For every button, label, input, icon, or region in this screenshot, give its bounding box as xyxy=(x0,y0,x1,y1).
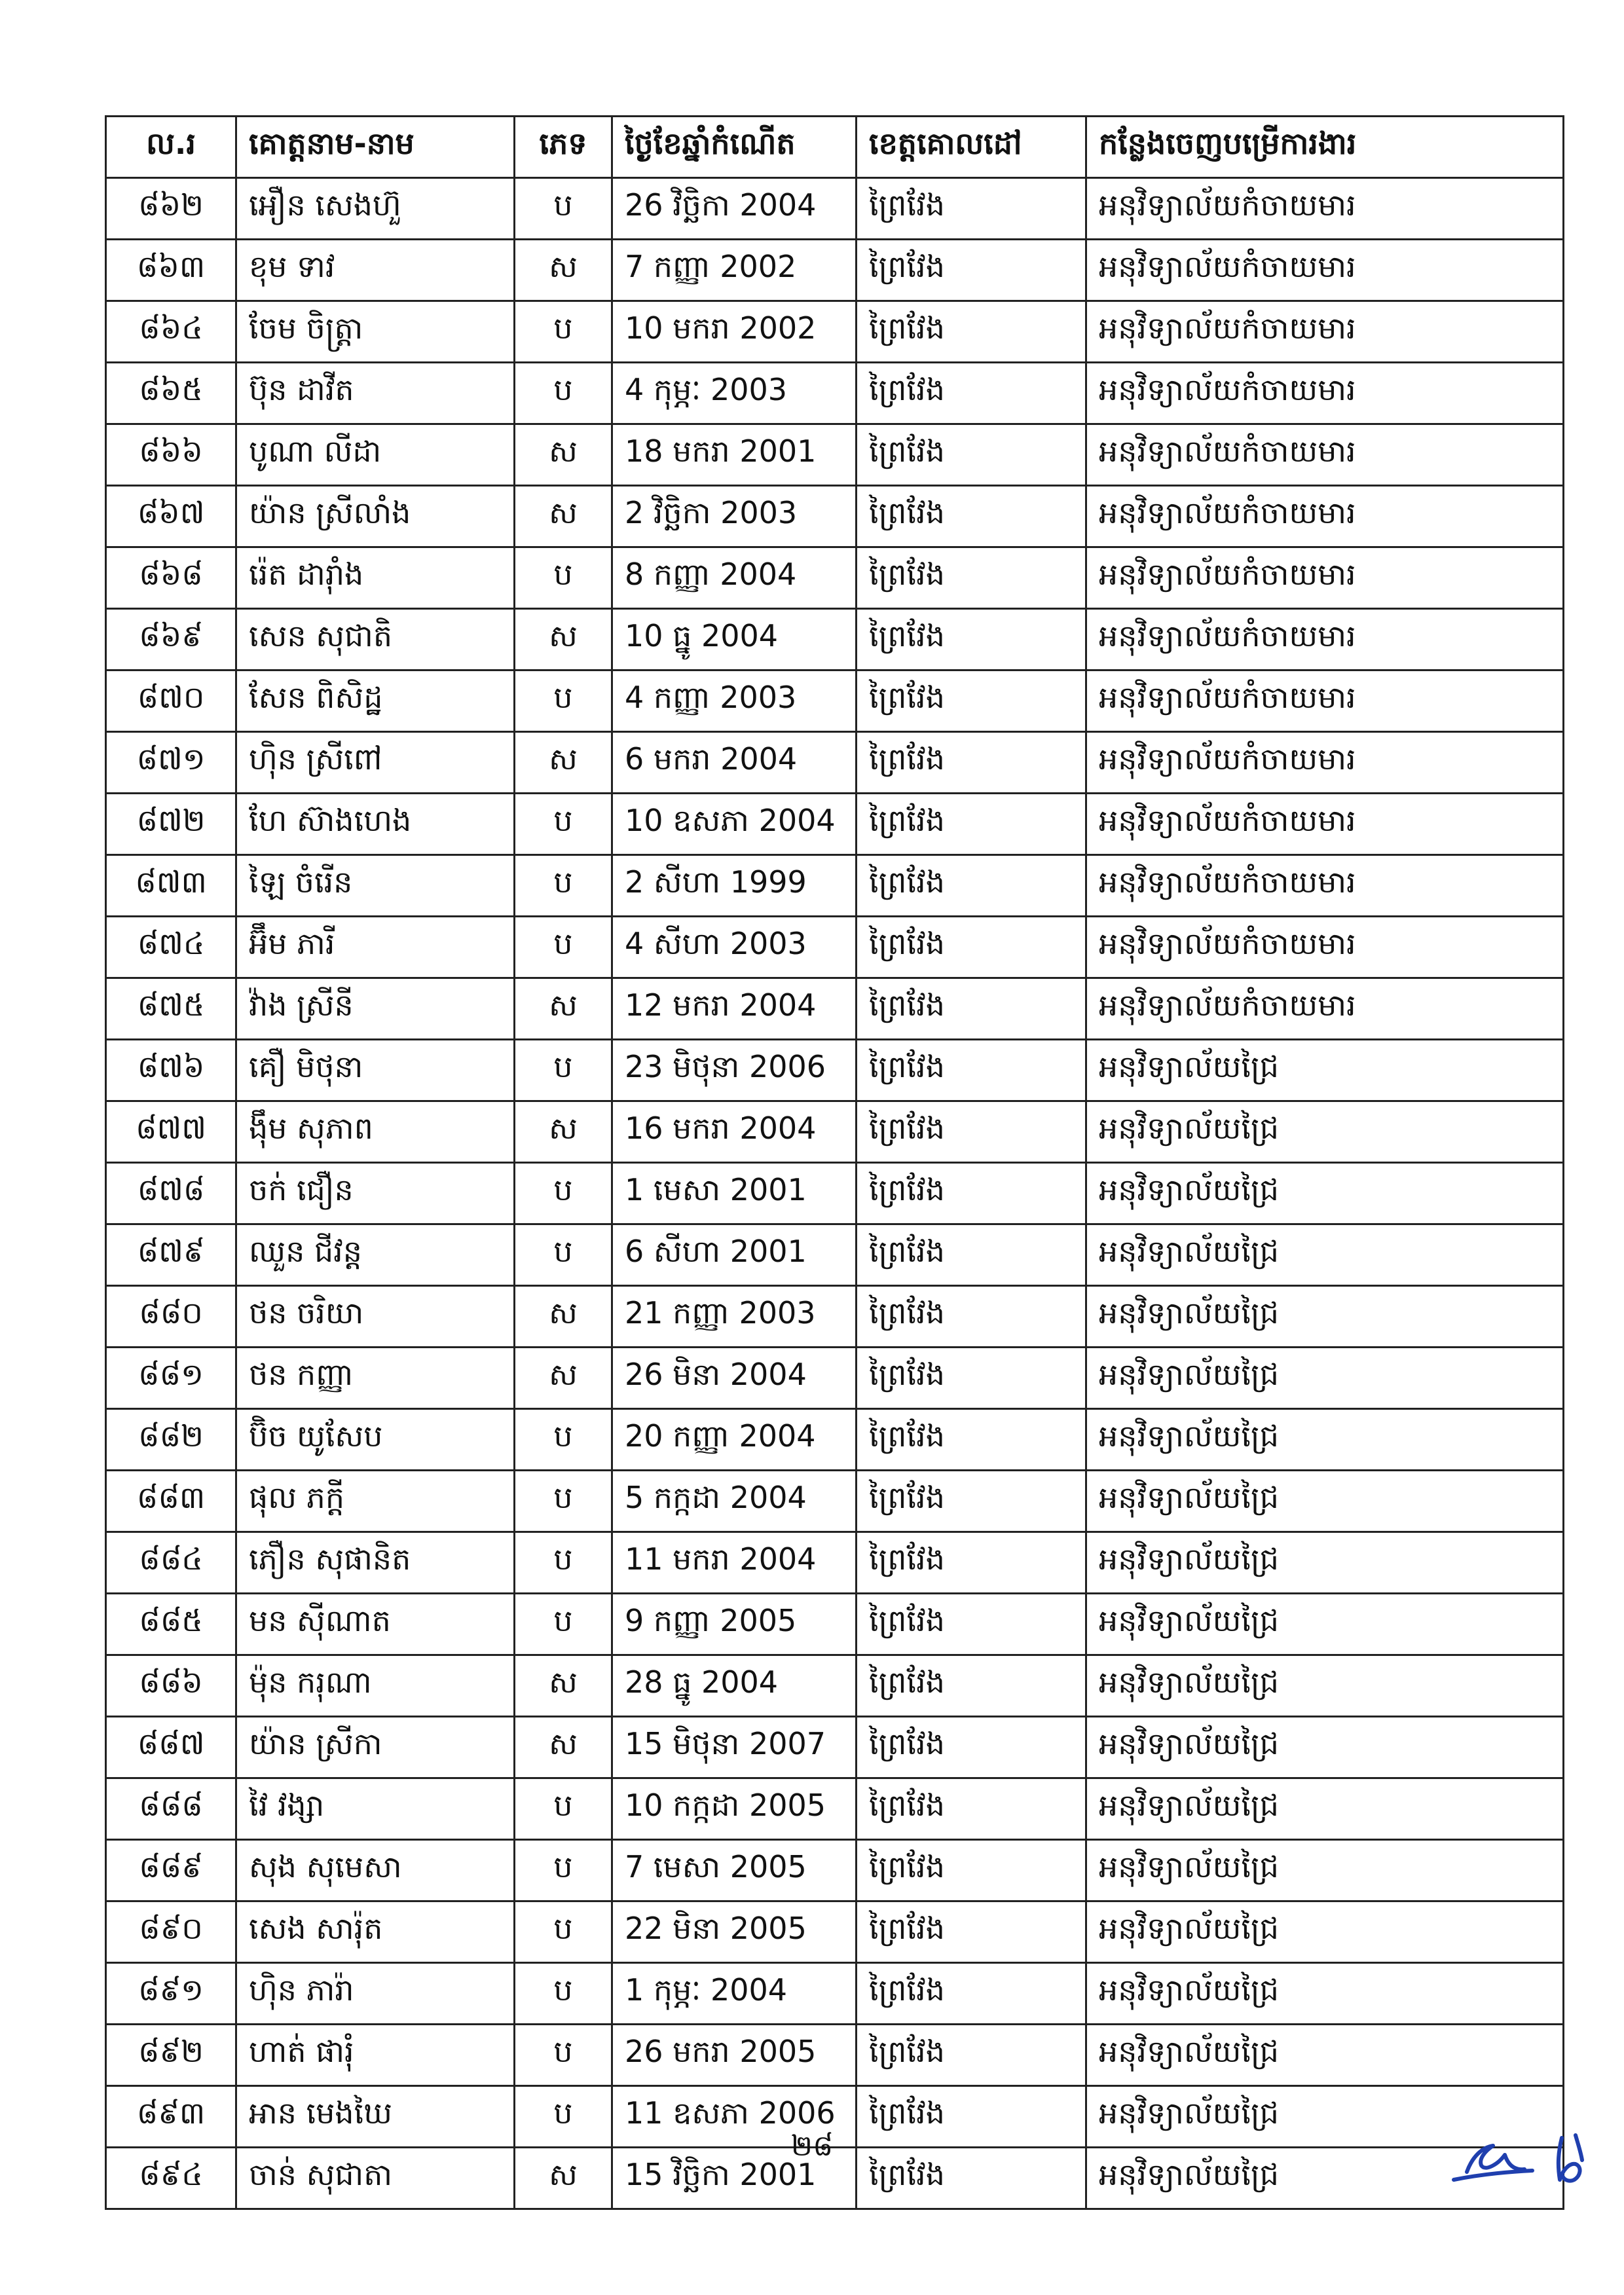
cell-birth-date: 18 មករា 2001 xyxy=(612,424,857,486)
table-row xyxy=(106,1224,1564,1286)
cell-name: ចក់ ជឿន xyxy=(236,1163,515,1224)
cell-name: ថន ចរិយា xyxy=(236,1286,515,1348)
cell-workplace: អនុវិទ្យាល័យកំចាយមារ xyxy=(1086,670,1564,732)
cell-name: ប៊ិច យូសែប xyxy=(236,1409,515,1471)
cell-workplace: អនុវិទ្យាល័យកំចាយមារ xyxy=(1086,732,1564,794)
cell-workplace: អនុវិទ្យាល័យជ្រៃ xyxy=(1086,1901,1564,1963)
cell-sex: ស xyxy=(515,1655,612,1717)
cell-sex: ស xyxy=(515,1717,612,1778)
cell-workplace: អនុវិទ្យាល័យជ្រៃ xyxy=(1086,1163,1564,1224)
cell-workplace: អនុវិទ្យាល័យជ្រៃ xyxy=(1086,1778,1564,1840)
cell-number: ៨៦៩ xyxy=(106,609,236,670)
cell-sex: ស xyxy=(515,486,612,547)
cell-number: ៨៩០ xyxy=(106,1901,236,1963)
cell-province: ព្រៃវែង xyxy=(857,486,1086,547)
cell-birth-date: 10 មករា 2002 xyxy=(612,301,857,363)
table-row xyxy=(106,917,1564,978)
cell-birth-date: 6 សីហា 2001 xyxy=(612,1224,857,1286)
cell-sex: ប xyxy=(515,1532,612,1594)
cell-sex: ប xyxy=(515,2086,612,2148)
cell-name: ហាត់ ផារុំ xyxy=(236,2025,515,2086)
cell-number: ៨៨៦ xyxy=(106,1655,236,1717)
cell-sex: ប xyxy=(515,1471,612,1532)
cell-sex: ប xyxy=(515,1594,612,1655)
cell-workplace: អនុវិទ្យាល័យជ្រៃ xyxy=(1086,2086,1564,2148)
table-header-row xyxy=(106,117,1564,178)
cell-workplace: អនុវិទ្យាល័យកំចាយមារ xyxy=(1086,794,1564,855)
cell-province: ព្រៃវែង xyxy=(857,547,1086,609)
cell-birth-date: 4 សីហា 2003 xyxy=(612,917,857,978)
cell-name: ហ៊ិន ស្រីពៅ xyxy=(236,732,515,794)
cell-workplace: អនុវិទ្យាល័យជ្រៃ xyxy=(1086,1471,1564,1532)
table-row xyxy=(106,1286,1564,1348)
cell-workplace: អនុវិទ្យាល័យកំចាយមារ xyxy=(1086,486,1564,547)
cell-workplace: អនុវិទ្យាល័យជ្រៃ xyxy=(1086,1409,1564,1471)
cell-number: ៨៩៣ xyxy=(106,2086,236,2148)
cell-province: ព្រៃវែង xyxy=(857,301,1086,363)
cell-workplace: អនុវិទ្យាល័យកំចាយមារ xyxy=(1086,855,1564,917)
cell-province: ព្រៃវែង xyxy=(857,1717,1086,1778)
cell-number: ៨៧៤ xyxy=(106,917,236,978)
header-target-province: ខេត្តគោលដៅ xyxy=(857,117,1086,178)
cell-number: ៨៨១ xyxy=(106,1348,236,1409)
table-row xyxy=(106,1655,1564,1717)
cell-name: មន ស៊ីណាត xyxy=(236,1594,515,1655)
cell-birth-date: 9 កញ្ញា 2005 xyxy=(612,1594,857,1655)
table-row xyxy=(106,1963,1564,2025)
header-workplace: កន្លែងចេញបម្រើការងារ xyxy=(1086,117,1564,178)
cell-province: ព្រៃវែង xyxy=(857,1409,1086,1471)
table-row xyxy=(106,732,1564,794)
header-number: ល.រ xyxy=(106,117,236,178)
cell-birth-date: 23 មិថុនា 2006 xyxy=(612,1040,857,1101)
cell-name: ហែ ស៊ាងហេង xyxy=(236,794,515,855)
cell-birth-date: 10 កក្កដា 2005 xyxy=(612,1778,857,1840)
cell-sex: ប xyxy=(515,855,612,917)
cell-workplace: អនុវិទ្យាល័យកំចាយមារ xyxy=(1086,917,1564,978)
header-name: គោត្តនាម-នាម xyxy=(236,117,515,178)
cell-province: ព្រៃវែង xyxy=(857,1286,1086,1348)
cell-province: ព្រៃវែង xyxy=(857,1040,1086,1101)
cell-number: ៨៩១ xyxy=(106,1963,236,2025)
cell-sex: ប xyxy=(515,2025,612,2086)
cell-number: ៨៧៩ xyxy=(106,1224,236,1286)
cell-province: ព្រៃវែង xyxy=(857,1532,1086,1594)
cell-birth-date: 11 ឧសភា 2006 xyxy=(612,2086,857,2148)
cell-birth-date: 26 មិនា 2004 xyxy=(612,1348,857,1409)
cell-sex: ប xyxy=(515,1409,612,1471)
cell-name: វៃ វង្សា xyxy=(236,1778,515,1840)
cell-workplace: អនុវិទ្យាល័យកំចាយមារ xyxy=(1086,178,1564,240)
cell-number: ៨៦៦ xyxy=(106,424,236,486)
cell-name: ចែម ចិត្រ្តា xyxy=(236,301,515,363)
cell-number: ៨៨៧ xyxy=(106,1717,236,1778)
table-row xyxy=(106,1594,1564,1655)
cell-province: ព្រៃវែង xyxy=(857,240,1086,301)
cell-name: ម៉ុន ករុណា xyxy=(236,1655,515,1717)
cell-workplace: អនុវិទ្យាល័យកំចាយមារ xyxy=(1086,240,1564,301)
cell-sex: ស xyxy=(515,424,612,486)
cell-name: ឡៃ ចំរើន xyxy=(236,855,515,917)
cell-name: រ៉េត ដារ៉ាំង xyxy=(236,547,515,609)
cell-province: ព្រៃវែង xyxy=(857,1594,1086,1655)
cell-birth-date: 4 កុម្ភៈ 2003 xyxy=(612,363,857,424)
cell-workplace: អនុវិទ្យាល័យជ្រៃ xyxy=(1086,2148,1564,2209)
cell-number: ៨៨៣ xyxy=(106,1471,236,1532)
cell-name: គឿ មិថុនា xyxy=(236,1040,515,1101)
table-row xyxy=(106,1471,1564,1532)
cell-name: ភឿន សុផានិត xyxy=(236,1532,515,1594)
cell-name: អឿន សេងហ៊ួ xyxy=(236,178,515,240)
cell-sex: ប xyxy=(515,547,612,609)
cell-province: ព្រៃវែង xyxy=(857,609,1086,670)
cell-name: បូណា លីដា xyxy=(236,424,515,486)
table-row xyxy=(106,178,1564,240)
cell-workplace: អនុវិទ្យាល័យជ្រៃ xyxy=(1086,1224,1564,1286)
table-row xyxy=(106,240,1564,301)
cell-workplace: អនុវិទ្យាល័យកំចាយមារ xyxy=(1086,363,1564,424)
cell-name: ថន កញ្ញា xyxy=(236,1348,515,1409)
cell-number: ៨៧២ xyxy=(106,794,236,855)
cell-workplace: អនុវិទ្យាល័យជ្រៃ xyxy=(1086,2025,1564,2086)
cell-number: ៨៦៨ xyxy=(106,547,236,609)
table-row xyxy=(106,1532,1564,1594)
cell-province: ព្រៃវែង xyxy=(857,1348,1086,1409)
cell-birth-date: 28 ធ្នូ 2004 xyxy=(612,1655,857,1717)
cell-name: ផុល ភក្តី xyxy=(236,1471,515,1532)
cell-birth-date: 16 មករា 2004 xyxy=(612,1101,857,1163)
cell-sex: ប xyxy=(515,1040,612,1101)
cell-province: ព្រៃវែង xyxy=(857,794,1086,855)
cell-sex: ស xyxy=(515,978,612,1040)
cell-name: សុង សុមេសា xyxy=(236,1840,515,1901)
cell-province: ព្រៃវែង xyxy=(857,917,1086,978)
cell-name: ប៊ុន ដាវីត xyxy=(236,363,515,424)
cell-workplace: អនុវិទ្យាល័យជ្រៃ xyxy=(1086,1655,1564,1717)
cell-workplace: អនុវិទ្យាល័យជ្រៃ xyxy=(1086,1348,1564,1409)
cell-number: ៨៧៥ xyxy=(106,978,236,1040)
table-row xyxy=(106,978,1564,1040)
cell-birth-date: 4 កញ្ញា 2003 xyxy=(612,670,857,732)
cell-number: ៨៦៧ xyxy=(106,486,236,547)
cell-birth-date: 20 កញ្ញា 2004 xyxy=(612,1409,857,1471)
cell-number: ៨៨០ xyxy=(106,1286,236,1348)
cell-number: ៨៨២ xyxy=(106,1409,236,1471)
cell-name: ហ៊ិន ភារ៉ា xyxy=(236,1963,515,2025)
cell-province: ព្រៃវែង xyxy=(857,1224,1086,1286)
cell-number: ៨៧០ xyxy=(106,670,236,732)
cell-sex: ប xyxy=(515,1901,612,1963)
cell-sex: ស xyxy=(515,609,612,670)
cell-name: យ៉ាន ស្រីកា xyxy=(236,1717,515,1778)
table-row xyxy=(106,1409,1564,1471)
table-row xyxy=(106,547,1564,609)
cell-province: ព្រៃវែង xyxy=(857,178,1086,240)
cell-birth-date: 7 មេសា 2005 xyxy=(612,1840,857,1901)
table-row xyxy=(106,486,1564,547)
cell-number: ៨៦២ xyxy=(106,178,236,240)
header-birth-date: ថ្ងៃខែឆ្នាំកំណើត xyxy=(612,117,857,178)
cell-sex: ស xyxy=(515,1348,612,1409)
cell-workplace: អនុវិទ្យាល័យកំចាយមារ xyxy=(1086,609,1564,670)
cell-birth-date: 15 មិថុនា 2007 xyxy=(612,1717,857,1778)
cell-number: ៨៦៣ xyxy=(106,240,236,301)
cell-number: ៨៨៩ xyxy=(106,1840,236,1901)
cell-birth-date: 7 កញ្ញា 2002 xyxy=(612,240,857,301)
table-row xyxy=(106,1101,1564,1163)
cell-province: ព្រៃវែង xyxy=(857,670,1086,732)
cell-number: ៨៩៤ xyxy=(106,2148,236,2209)
table-row xyxy=(106,794,1564,855)
cell-sex: ប xyxy=(515,1840,612,1901)
cell-birth-date: 10 ឧសភា 2004 xyxy=(612,794,857,855)
cell-name: សេង សារ៉ុត xyxy=(236,1901,515,1963)
cell-number: ៨៨៤ xyxy=(106,1532,236,1594)
cell-number: ៨៨៨ xyxy=(106,1778,236,1840)
cell-birth-date: 26 វិច្ឆិកា 2004 xyxy=(612,178,857,240)
header-sex: ភេទ xyxy=(515,117,612,178)
cell-workplace: អនុវិទ្យាល័យជ្រៃ xyxy=(1086,1286,1564,1348)
table-row xyxy=(106,670,1564,732)
cell-province: ព្រៃវែង xyxy=(857,1778,1086,1840)
cell-province: ព្រៃវែង xyxy=(857,2025,1086,2086)
cell-province: ព្រៃវែង xyxy=(857,1901,1086,1963)
table-row xyxy=(106,424,1564,486)
cell-birth-date: 8 កញ្ញា 2004 xyxy=(612,547,857,609)
handwritten-initials-signature xyxy=(1447,2112,1604,2190)
cell-workplace: អនុវិទ្យាល័យកំចាយមារ xyxy=(1086,547,1564,609)
cell-sex: ស xyxy=(515,1101,612,1163)
table-row xyxy=(106,1348,1564,1409)
table-row xyxy=(106,363,1564,424)
cell-birth-date: 22 មិនា 2005 xyxy=(612,1901,857,1963)
cell-birth-date: 10 ធ្នូ 2004 xyxy=(612,609,857,670)
cell-workplace: អនុវិទ្យាល័យជ្រៃ xyxy=(1086,1717,1564,1778)
cell-sex: ប xyxy=(515,1963,612,2025)
table-row xyxy=(106,1778,1564,1840)
cell-name: ខុម ទាវ xyxy=(236,240,515,301)
table-body xyxy=(106,178,1564,2209)
cell-name: អាន មេងឃៃ xyxy=(236,2086,515,2148)
cell-province: ព្រៃវែង xyxy=(857,732,1086,794)
cell-province: ព្រៃវែង xyxy=(857,1471,1086,1532)
table-row xyxy=(106,2025,1564,2086)
cell-province: ព្រៃវែង xyxy=(857,1963,1086,2025)
cell-name: អ៊ឹម ភារី xyxy=(236,917,515,978)
cell-number: ៨៧៦ xyxy=(106,1040,236,1101)
cell-sex: ប xyxy=(515,1163,612,1224)
cell-birth-date: 26 មករា 2005 xyxy=(612,2025,857,2086)
cell-name: ង៉ឹម សុភាព xyxy=(236,1101,515,1163)
cell-name: ចាន់ សុជាតា xyxy=(236,2148,515,2209)
cell-name: យ៉ាន ស្រីលាំង xyxy=(236,486,515,547)
cell-birth-date: 21 កញ្ញា 2003 xyxy=(612,1286,857,1348)
table-row xyxy=(106,301,1564,363)
table-row xyxy=(106,1040,1564,1101)
cell-province: ព្រៃវែង xyxy=(857,978,1086,1040)
cell-sex: ស xyxy=(515,1286,612,1348)
cell-birth-date: 11 មករា 2004 xyxy=(612,1532,857,1594)
cell-workplace: អនុវិទ្យាល័យជ្រៃ xyxy=(1086,1594,1564,1655)
cell-workplace: អនុវិទ្យាល័យកំចាយមារ xyxy=(1086,424,1564,486)
cell-province: ព្រៃវែង xyxy=(857,855,1086,917)
cell-number: ៨៧៧ xyxy=(106,1101,236,1163)
cell-number: ៨៩២ xyxy=(106,2025,236,2086)
cell-workplace: អនុវិទ្យាល័យជ្រៃ xyxy=(1086,1532,1564,1594)
cell-workplace: អនុវិទ្យាល័យជ្រៃ xyxy=(1086,1101,1564,1163)
cell-birth-date: 6 មករា 2004 xyxy=(612,732,857,794)
cell-birth-date: 15 វិច្ឆិកា 2001 xyxy=(612,2148,857,2209)
cell-sex: ប xyxy=(515,917,612,978)
cell-birth-date: 2 វិច្ឆិកា 2003 xyxy=(612,486,857,547)
cell-sex: ប xyxy=(515,363,612,424)
cell-birth-date: 5 កក្កដា 2004 xyxy=(612,1471,857,1532)
cell-number: ៨៦៥ xyxy=(106,363,236,424)
cell-workplace: អនុវិទ្យាល័យកំចាយមារ xyxy=(1086,978,1564,1040)
cell-province: ព្រៃវែង xyxy=(857,1101,1086,1163)
cell-name: សេន សុជាតិ xyxy=(236,609,515,670)
cell-sex: ប xyxy=(515,1224,612,1286)
cell-number: ៨៦៤ xyxy=(106,301,236,363)
cell-sex: ប xyxy=(515,301,612,363)
page-number: ២៨ xyxy=(790,2129,834,2163)
cell-sex: ស xyxy=(515,2148,612,2209)
cell-province: ព្រៃវែង xyxy=(857,1163,1086,1224)
table-row xyxy=(106,1840,1564,1901)
personnel-table xyxy=(105,115,1564,2210)
cell-workplace: អនុវិទ្យាល័យជ្រៃ xyxy=(1086,1840,1564,1901)
table-row xyxy=(106,855,1564,917)
cell-workplace: អនុវិទ្យាល័យជ្រៃ xyxy=(1086,1963,1564,2025)
cell-sex: ប xyxy=(515,1778,612,1840)
cell-name: សែន ពិសិដ្ឋ xyxy=(236,670,515,732)
cell-number: ៨៧៣ xyxy=(106,855,236,917)
cell-province: ព្រៃវែង xyxy=(857,1655,1086,1717)
cell-sex: ប xyxy=(515,178,612,240)
cell-number: ៨៧៨ xyxy=(106,1163,236,1224)
cell-birth-date: 1 មេសា 2001 xyxy=(612,1163,857,1224)
cell-name: ឈួន ជីវន្ត xyxy=(236,1224,515,1286)
cell-birth-date: 2 សីហា 1999 xyxy=(612,855,857,917)
cell-province: ព្រៃវែង xyxy=(857,2086,1086,2148)
table-row xyxy=(106,609,1564,670)
cell-sex: ស xyxy=(515,240,612,301)
cell-province: ព្រៃវែង xyxy=(857,363,1086,424)
cell-workplace: អនុវិទ្យាល័យកំចាយមារ xyxy=(1086,301,1564,363)
cell-number: ៨៨៥ xyxy=(106,1594,236,1655)
cell-sex: ប xyxy=(515,794,612,855)
cell-sex: ស xyxy=(515,732,612,794)
cell-province: ព្រៃវែង xyxy=(857,424,1086,486)
cell-number: ៨៧១ xyxy=(106,732,236,794)
cell-province: ព្រៃវែង xyxy=(857,1840,1086,1901)
cell-birth-date: 1 កុម្ភៈ 2004 xyxy=(612,1963,857,2025)
cell-birth-date: 12 មករា 2004 xyxy=(612,978,857,1040)
cell-workplace: អនុវិទ្យាល័យជ្រៃ xyxy=(1086,1040,1564,1101)
table-row xyxy=(106,1163,1564,1224)
cell-sex: ប xyxy=(515,670,612,732)
cell-name: វ៉ាង ស្រីនី xyxy=(236,978,515,1040)
cell-province: ព្រៃវែង xyxy=(857,2148,1086,2209)
table-row xyxy=(106,1901,1564,1963)
table-row xyxy=(106,1717,1564,1778)
